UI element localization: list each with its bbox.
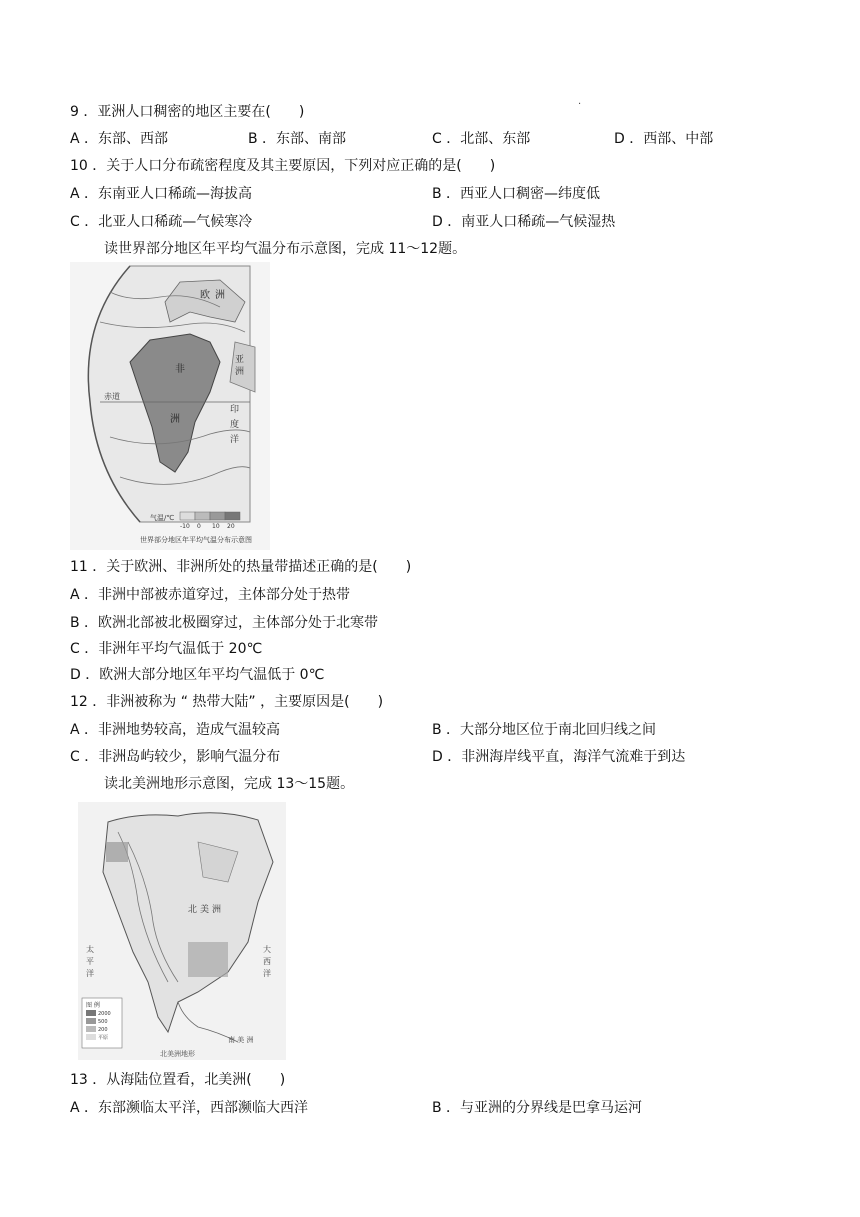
label-pacific-3: 洋 [86, 969, 94, 978]
temperature-map-svg [70, 262, 270, 550]
q9-stem: 9 ．亚洲人口稠密的地区主要在( ) [70, 104, 305, 120]
north-america-map-figure [78, 802, 286, 1060]
q13-stem: 13 ．从海陆位置看，北美洲( ) [70, 1072, 286, 1088]
label-pacific-1: 太 [86, 945, 94, 954]
north-america-map-svg [78, 802, 286, 1060]
legend-tick-2: 0 [197, 523, 201, 530]
q10-option-c: C ．北亚人口稀疏—气候寒冷 [70, 214, 253, 230]
label-europe-2: 洲 [215, 290, 225, 301]
q13-option-a: A ．东部濒临太平洋，西部濒临大西洋 [70, 1100, 309, 1116]
label-asia-2: 洲 [235, 367, 245, 377]
q12-option-a: A ．非洲地势较高，造成气温较高 [70, 722, 281, 738]
q10-option-d: D ．南亚人口稀疏—气候湿热 [432, 214, 616, 230]
q9-option-b: B ．东部、南部 [248, 131, 347, 147]
q13-option-b: B ．与亚洲的分界线是巴拿马运河 [432, 1100, 643, 1116]
legend2-item-2: 500 [98, 1019, 108, 1025]
q10-option-a: A ．东南亚人口稀疏—海拔高 [70, 186, 253, 202]
q12-option-c: C ．非洲岛屿较少，影响气温分布 [70, 749, 281, 765]
temperature-map-figure [70, 262, 270, 550]
label-atlantic-3: 洋 [263, 969, 271, 978]
legend-tick-4: 20 [227, 523, 235, 530]
label-na-1: 北 [188, 905, 198, 915]
label-ocean-3: 洋 [230, 435, 240, 445]
stray-dot: . [578, 96, 582, 107]
label-ocean-2: 度 [230, 420, 240, 430]
label-pacific-2: 平 [86, 957, 94, 966]
q11-option-b: B ．欧洲北部被北极圈穿过，主体部分处于北寒带 [70, 615, 379, 631]
q9-option-a: A ．东部、西部 [70, 131, 169, 147]
q9-option-c: C ．北部、东部 [432, 131, 531, 147]
q9-option-d: D ．西部、中部 [614, 131, 714, 147]
figure1-caption: 世界部分地区年平均气温分布示意图 [140, 536, 252, 544]
q12-option-b: B ．大部分地区位于南北回归线之间 [432, 722, 657, 738]
label-south-america: 南 美 洲 [228, 1036, 254, 1044]
q11-option-d: D ．欧洲大部分地区年平均气温低于 0℃ [70, 667, 325, 683]
label-na-2: 美 [200, 905, 210, 915]
q11-option-a: A ．非洲中部被赤道穿过，主体部分处于热带 [70, 587, 351, 603]
label-atlantic-2: 西 [263, 957, 271, 966]
intro-13-15: 读北美洲地形示意图，完成 13～15题。 [104, 776, 355, 792]
legend-tick-3: 10 [212, 523, 220, 530]
legend2-item-3: 200 [98, 1027, 108, 1033]
legend2-title: 图 例 [86, 1002, 100, 1009]
legend2-item-1: 2000 [98, 1011, 111, 1017]
q11-stem: 11 ．关于欧洲、非洲所处的热量带描述正确的是( ) [70, 559, 412, 575]
label-atlantic-1: 大 [263, 945, 271, 954]
label-europe-1: 欧 [200, 290, 210, 301]
q10-option-b: B ．西亚人口稠密—纬度低 [432, 186, 601, 202]
intro-11-12: 读世界部分地区年平均气温分布示意图，完成 11～12题。 [104, 241, 467, 257]
label-equator: 赤道 [104, 392, 120, 401]
label-africa-2: 洲 [170, 414, 180, 425]
label-ocean-1: 印 [230, 405, 240, 415]
legend-label: 气温/℃ [150, 514, 175, 522]
q12-stem: 12 ．非洲被称为 “ 热带大陆” ，主要原因是( ) [70, 694, 384, 710]
legend-tick-1: -10 [180, 523, 190, 530]
q12-option-d: D ．非洲海岸线平直，海洋气流难于到达 [432, 749, 686, 765]
q11-option-c: C ．非洲年平均气温低于 20℃ [70, 641, 263, 657]
legend2-item-4: 平原 [98, 1035, 109, 1041]
figure2-caption: 北美洲地形 [160, 1050, 195, 1058]
label-na-3: 洲 [212, 905, 222, 915]
label-africa-1: 非 [175, 364, 185, 375]
q10-stem: 10 ．关于人口分布疏密程度及其主要原因，下列对应正确的是( ) [70, 158, 496, 174]
label-asia-1: 亚 [235, 355, 245, 365]
